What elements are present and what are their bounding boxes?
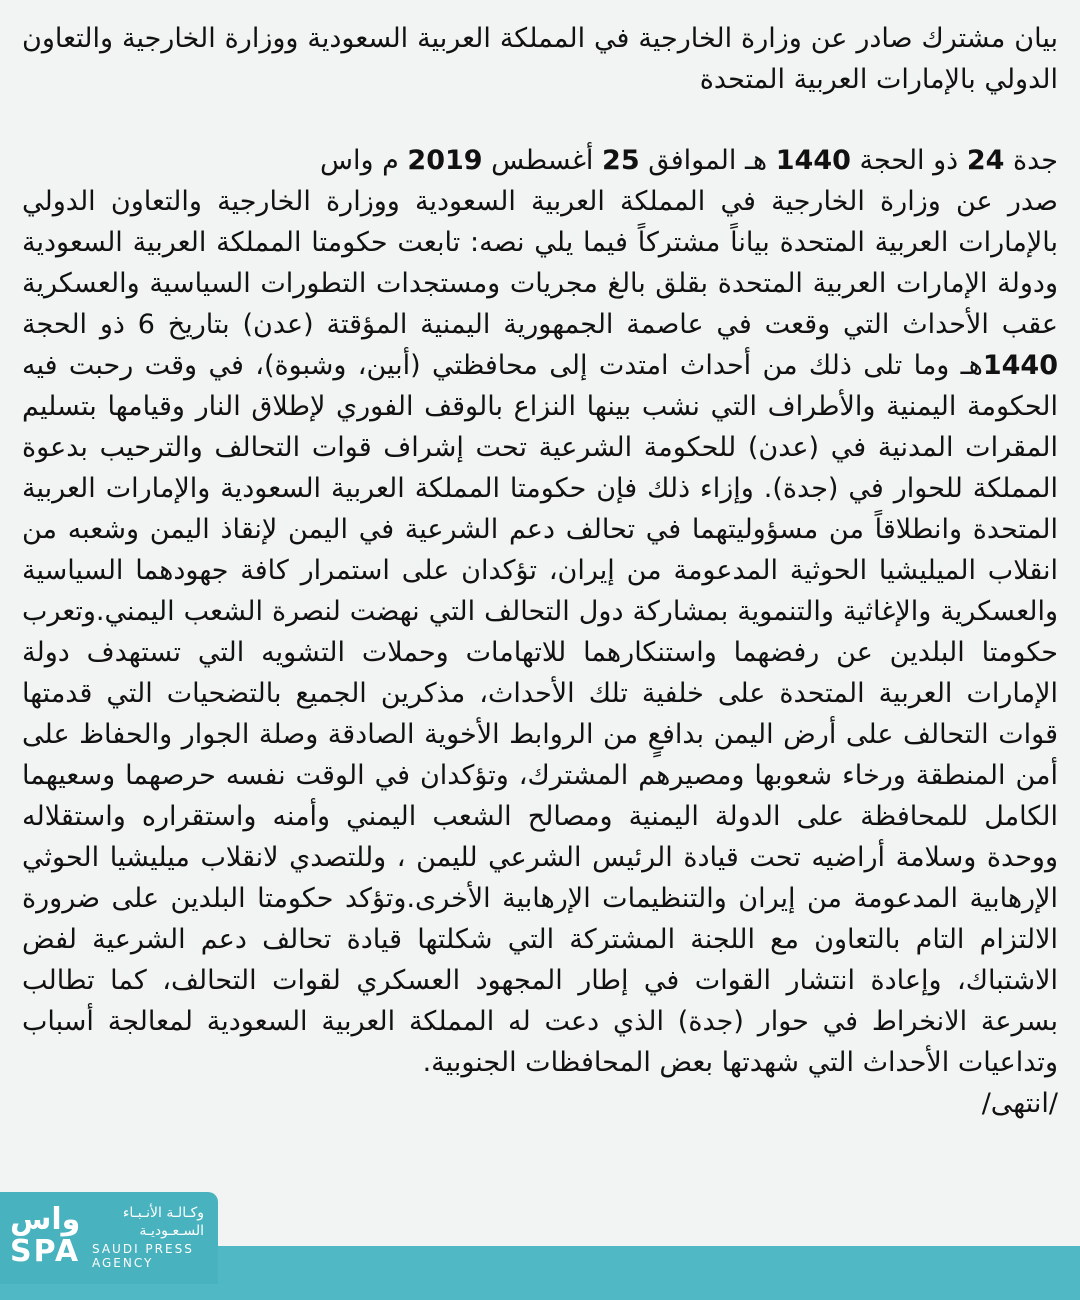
- spa-logo-mark: [10, 1204, 82, 1270]
- article-body: [22, 181, 1058, 1083]
- article: [22, 18, 1058, 1210]
- spa-logo: [0, 1192, 218, 1284]
- dateline-greg-month: أغسطس: [491, 145, 594, 176]
- dateline-city: جدة: [1012, 145, 1058, 176]
- logo-english-line2: AGENCY: [92, 1256, 154, 1270]
- dateline-hijri-month: ذو الحجة: [859, 145, 959, 176]
- logo-english-line1: SAUDI PRESS: [92, 1242, 194, 1256]
- logo-mark-arabic: واس: [10, 1202, 81, 1237]
- dateline-hijri-suffix: هـ الموافق: [648, 145, 768, 176]
- dateline-greg-suffix: م واس: [320, 145, 399, 176]
- logo-mark-latin: SPA: [10, 1234, 81, 1269]
- dateline-greg-year: 2019: [407, 145, 483, 176]
- dateline-hijri-year: 1440: [775, 145, 851, 176]
- dateline: [22, 140, 1058, 181]
- article-title: بيان مشترك صادر عن وزارة الخارجية في المملكة العربية السعودية ووزارة الخارجية والتعاون الدولي بالإمارات العربية المتحدة: [22, 23, 1058, 95]
- body-year: 1440: [982, 350, 1058, 381]
- body-part-a: صدر عن وزارة الخارجية في المملكة العربية السعودية ووزارة الخارجية والتعاون الدولي بالإمارات العربية المتحدة بياناً مشتركاً فيما يلي نصه: تابعت حكومتا المملكة العربية السعودية ودولة الإمارات العربية المتحدة بقلق بالغ مجريات ومستجدات التطورات السياسية والعسكرية عقب الأحداث التي وقعت في عاصمة الجمهورية اليمنية المؤقتة (عدن) بتاريخ 6 ذو الحجة: [22, 186, 1058, 340]
- body-part-b: هـ وما تلى ذلك من أحداث امتدت إلى محافظتي (أبين، وشبوة)، في وقت رحبت فيه الحكومة اليمنية والأطراف التي نشب بينها النزاع بالوقف الفوري لإطلاق النار وقيامها بتسليم المقرات المدنية في (عدن) للحكومة الشرعية تحت إشراف قوات التحالف والترحيب بدعوة المملكة للحوار في (جدة). وإزاء ذلك فإن حكومتا المملكة العربية السعودية والإمارات العربية المتحدة وانطلاقاً من مسؤوليتهما في تحالف دعم الشرعية في اليمن لإنقاذ اليمن وشعبه من انقلاب الميليشيا الحوثية المدعومة من إيران، تؤكدان على استمرار كافة جهودهما السياسية والعسكرية والإغاثية والتنموية بمشاركة دول التحالف التي نهضت لنصرة الشعب اليمني.وتعرب حكومتا البلدين عن رفضهما واستنكارهما للاتهامات وحملات التشويه التي تستهدف دولة الإمارات العربية المتحدة على خلفية تلك الأحداث، مذكرين الجميع بالتضحيات التي قدمتها قوات التحالف على أرض اليمن بدافعٍ من الروابط الأخوية الصادقة وصلة الجوار والحفاظ على أمن المنطقة ورخاء شعوبها ومصيرهم المشترك، وتؤكدان في الوقت نفسه حرصهما وسعيهما الكامل للمحافظة على الدولة اليمنية ومصالح الشعب اليمني وأمنه واستقراره واستقلاله ووحدة وسلامة أراضيه تحت قيادة الرئيس الشرعي لليمن ، وللتصدي لانقلاب ميليشيا الحوثي الإرهابية المدعومة من إيران والتنظيمات الإرهابية الأخرى.وتؤكد حكومتا البلدين على ضرورة الالتزام التام بالتعاون مع اللجنة المشتركة التي شكلتها قيادة تحالف دعم الشرعية لفض الاشتباك، وإعادة انتشار القوات في إطار المجهود العسكري لقوات التحالف، كما تطالب بسرعة الانخراط في حوار (جدة) الذي دعت له المملكة العربية السعودية لمعالجة أسباب وتداعيات الأحداث التي شهدتها بعض المحافظات الجنوبية.: [22, 350, 1058, 1078]
- dateline-greg-day: 25: [602, 145, 640, 176]
- end-mark: /انتهى/: [981, 1088, 1058, 1119]
- logo-arabic-name: وكـالـة الأنـبـاء السـعـوديـة: [122, 1205, 204, 1239]
- dateline-day: 24: [966, 145, 1005, 176]
- logo-english-name: [92, 1242, 194, 1270]
